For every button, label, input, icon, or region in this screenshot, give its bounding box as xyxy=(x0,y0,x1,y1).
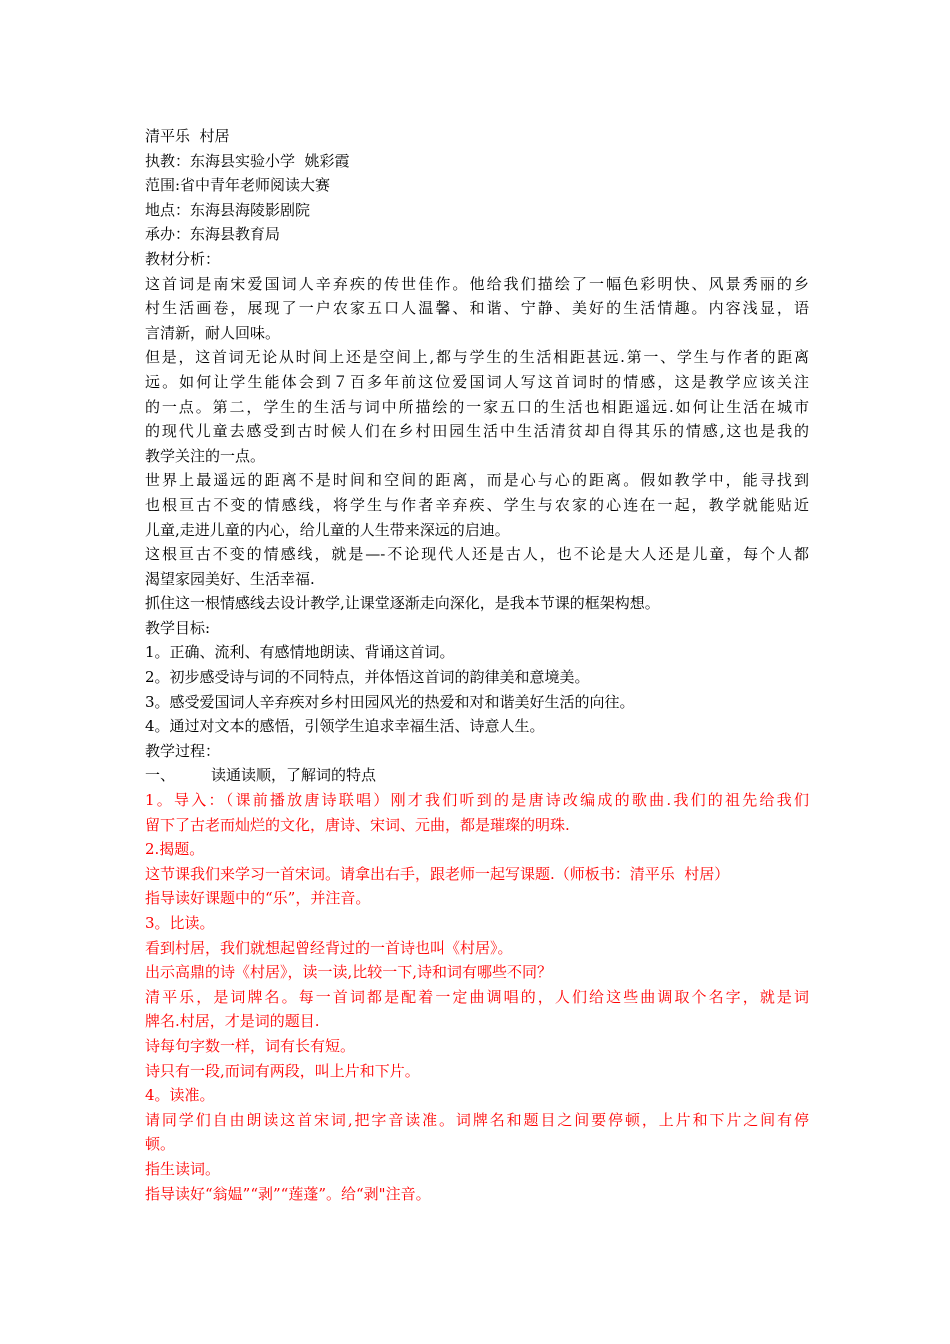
organizer-line: 承办：东海县教育局 xyxy=(145,225,281,244)
step-4-heading: 4。读准。 xyxy=(145,1086,215,1105)
step-3-line: 出示高鼎的诗《村居》，读一读,比较一下,诗和词有哪些不同？ xyxy=(145,963,553,982)
goal-item: 4。通过对文本的感悟，引领学生追求幸福生活、诗意人生。 xyxy=(145,717,545,736)
goal-item: 3。感受爱国词人辛弃疾对乡村田园风光的热爱和对和谐美好生活的向往。 xyxy=(145,692,635,711)
step-4-paragraph-line: 顿。 xyxy=(145,1135,176,1154)
document-page xyxy=(145,124,809,1206)
step-2-line: 这节课我们来学习一首宋词。请拿出右手，跟老师一起写课题.（师板书：清平乐 村居） xyxy=(145,864,730,883)
section-1-number: 一、 xyxy=(145,766,176,785)
analysis-paragraph-2 xyxy=(145,345,809,468)
step-3-paragraph xyxy=(145,985,809,1034)
step-2-heading: 2.揭题。 xyxy=(145,840,205,859)
step-3-paragraph-line: 清平乐，是词牌名。每一首词都是配着一定曲调唱的，人们给这些曲调取个名字，就是词 xyxy=(145,987,809,1006)
step-1-line: 留下了古老而灿烂的文化，唐诗、宋词、元曲，都是璀璨的明珠. xyxy=(145,815,570,834)
analysis-paragraph-1-line: 村生活画卷，展现了一户农家五口人温馨、和谐、宁静、美好的生活情趣。内容浅显，语 xyxy=(145,299,809,318)
step-1-intro xyxy=(145,788,809,837)
analysis-paragraph-4-line: 渴望家园美好、生活幸福. xyxy=(145,569,315,588)
analysis-paragraph-2-line: 但是，这首词无论从时间上还是空间上,都与学生的生活相距甚远.第一、学生与作者的距离 xyxy=(145,348,809,367)
step-4-line: 指生读词。 xyxy=(145,1159,221,1178)
analysis-paragraph-1-line: 这首词是南宋爱国词人辛弃疾的传世佳作。他给我们描绘了一幅色彩明快、风景秀丽的乡 xyxy=(145,274,809,293)
analysis-paragraph-1-line: 言清新，耐人回味。 xyxy=(145,323,281,342)
teacher-line: 执教：东海县实验小学 姚彩霞 xyxy=(145,151,350,170)
lesson-title: 清平乐 村居 xyxy=(145,127,230,145)
step-3-line: 看到村居，我们就想起曾经背过的一首诗也叫《村居》。 xyxy=(145,938,513,957)
step-4-paragraph-line: 请同学们自由朗读这首宋词,把字音读准。词牌名和题目之间要停顿，上片和下片之间有停 xyxy=(145,1110,809,1129)
analysis-paragraph-2-line: 的一点。第二，学生的生活与词中所描绘的一家五口的生活也相距遥远.如何让生活在城市 xyxy=(145,397,809,416)
process-heading: 教学过程： xyxy=(145,741,221,760)
venue-line: 地点：东海县海陵影剧院 xyxy=(145,200,311,219)
analysis-paragraph-2-line: 的现代儿童去感受到古时候人们在乡村田园生活中生活清贫却自得其乐的情感,这也是我的 xyxy=(145,422,809,441)
section-1-title: 读通读顺，了解词的特点 xyxy=(211,766,377,785)
analysis-paragraph-3-line: 也根亘古不变的情感线，将学生与作者辛弃疾、学生与农家的心连在一起，教学就能贴近 xyxy=(145,495,809,514)
analysis-paragraph-2-line: 远。如何让学生能体会到７百多年前这位爱国词人写这首词时的情感，这是教学应该关注 xyxy=(145,372,809,391)
step-3-line: 诗只有一段,而词有两段，叫上片和下片。 xyxy=(145,1061,420,1080)
step-3-heading: 3。比读。 xyxy=(145,914,215,932)
goal-item: 2。初步感受诗与词的不同特点，并体悟这首词的韵律美和意境美。 xyxy=(145,668,590,687)
analysis-paragraph-5: 抓住这一根情感线去设计教学,让课堂逐渐走向深化，是我本节课的框架构想。 xyxy=(145,594,660,613)
step-4-line: 指导读好“翁媪”“剥”“莲蓬”。给“剥"注音。 xyxy=(145,1184,431,1203)
analysis-paragraph-3-line: 世界上最遥远的距离不是时间和空间的距离，而是心与心的距离。假如教学中，能寻找到 xyxy=(145,471,809,490)
analysis-paragraph-4 xyxy=(145,542,809,591)
step-4-paragraph xyxy=(145,1108,809,1157)
goal-item: 1。正确、流利、有感情地朗读、背诵这首词。 xyxy=(145,643,455,662)
step-1-line: 1。导入：（课前播放唐诗联唱）刚才我们听到的是唐诗改编成的歌曲.我们的祖先给我们 xyxy=(145,791,809,810)
analysis-paragraph-1 xyxy=(145,272,809,346)
analysis-paragraph-3-line: 儿童,走进儿童的内心，给儿童的人生带来深远的启迪。 xyxy=(145,520,510,539)
analysis-paragraph-3 xyxy=(145,468,809,542)
analysis-heading: 教材分析： xyxy=(145,249,221,268)
step-2-line: 指导读好课题中的“乐”，并注音。 xyxy=(145,889,371,908)
section-1-heading xyxy=(145,763,809,788)
analysis-paragraph-2-line: 教学关注的一点。 xyxy=(145,446,266,465)
step-3-paragraph-line: 牌名.村居，才是词的题目. xyxy=(145,1012,320,1031)
scope-line: 范围:省中青年老师阅读大赛 xyxy=(145,176,331,195)
step-3-line: 诗每句字数一样，词有长有短。 xyxy=(145,1036,356,1055)
goals-heading: 教学目标: xyxy=(145,618,211,637)
analysis-paragraph-4-line: 这根亘古不变的情感线，就是—-不论现代人还是古人，也不论是大人还是儿童，每个人都 xyxy=(145,545,809,564)
